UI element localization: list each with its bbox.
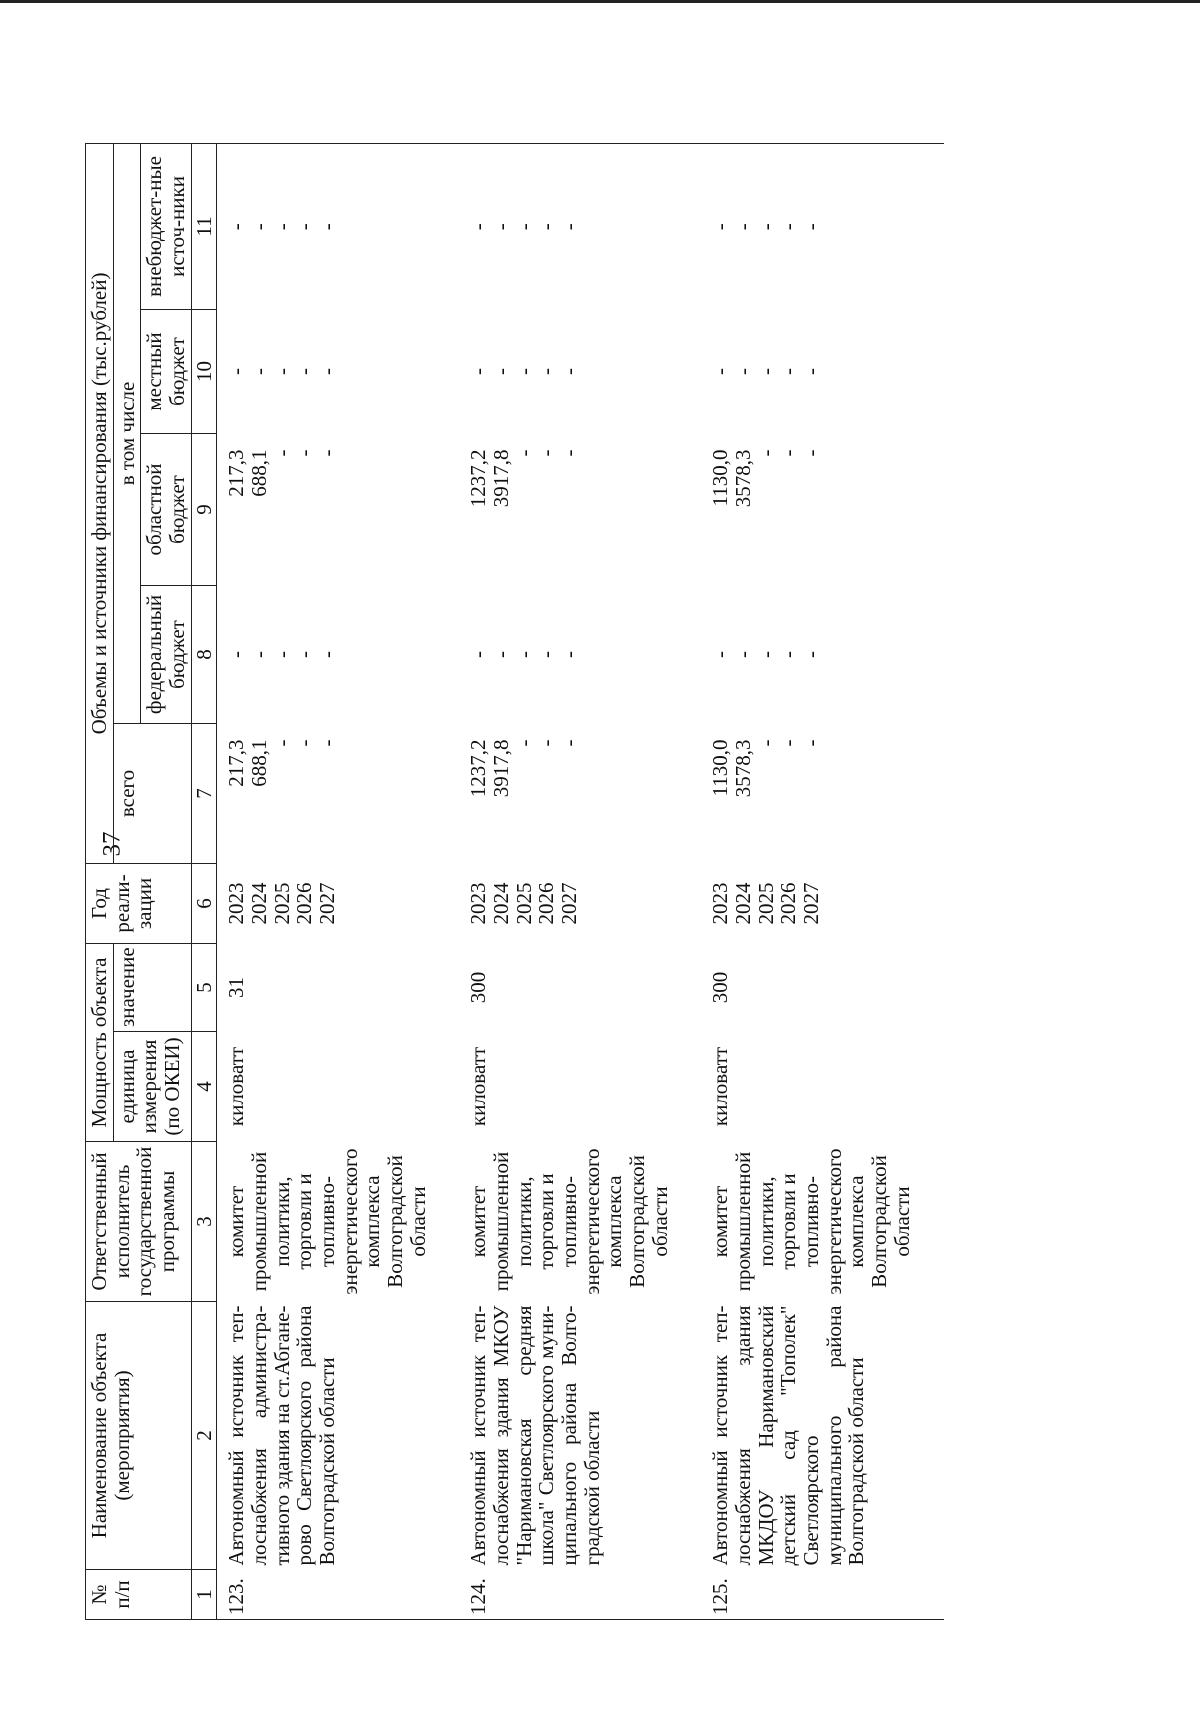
unit-of-measure: киловатт <box>466 1046 491 1127</box>
regional-list <box>459 434 701 586</box>
list-item: - <box>557 449 582 457</box>
list-item: 2024 <box>489 882 514 925</box>
table-row <box>701 143 943 1619</box>
regional-list <box>701 434 943 586</box>
capacity-value: 300 <box>466 971 491 1004</box>
row-number: 124. <box>459 1570 701 1620</box>
list-item: - <box>557 368 582 375</box>
list-item: - <box>292 651 317 658</box>
header-executor: Ответственный исполнитель государственной программы <box>86 1142 192 1302</box>
list-item: - <box>799 368 824 375</box>
capacity-value: 31 <box>224 977 249 998</box>
list-item: - <box>224 223 249 231</box>
list-item: - <box>708 651 733 658</box>
list-item: - <box>776 368 801 375</box>
list-item: 2025 <box>269 882 294 925</box>
responsible-executor: комитет промышленной политики, торговли и топливно-энергетического комплекса Волгоградской области <box>224 1148 430 1295</box>
list-item: - <box>534 651 559 658</box>
list-item: - <box>247 223 272 231</box>
list-item: - <box>269 223 294 231</box>
list-item: - <box>489 651 514 658</box>
header-local: местный бюджет <box>141 310 191 434</box>
list-item: - <box>557 651 582 658</box>
list-item: - <box>511 368 536 375</box>
list-item: - <box>753 651 778 658</box>
list-item: - <box>315 449 340 457</box>
unit-of-measure: киловатт <box>224 1046 249 1127</box>
local-list <box>217 310 460 434</box>
extrabudget-list <box>701 143 943 309</box>
responsible-executor: комитет промышленной политики, торговли и топливно-энергетического комплекса Волгоградской области <box>708 1148 914 1295</box>
list-item: - <box>292 368 317 375</box>
header-year: Год реали-зации <box>86 864 192 944</box>
list-item: 3917,8 <box>489 739 514 798</box>
row-number: 123. <box>217 1570 460 1620</box>
list-item: 2026 <box>534 882 559 925</box>
extrabudget-list <box>459 143 701 309</box>
list-item: 2025 <box>753 882 778 925</box>
list-item: - <box>511 651 536 658</box>
list-item: - <box>534 368 559 375</box>
year-list <box>217 864 460 944</box>
list-item: 2025 <box>511 882 536 925</box>
responsible-executor: комитет промышленной политики, торговли и топливно-энергетического комплекса Волгоградской области <box>466 1148 672 1295</box>
object-name: Автономный источник теп-лоснабжения здания МКДОУ Наримановский детский сад "Тополек" Светлоярского муниципального района Волгоградской области <box>708 1305 869 1566</box>
header-capacity: Мощность объекта <box>86 944 114 1142</box>
list-item: 217,3 <box>224 739 249 787</box>
list-item: - <box>776 223 801 231</box>
list-item: - <box>489 368 514 375</box>
list-item: - <box>534 449 559 457</box>
list-item: - <box>224 651 249 658</box>
header-federal: федеральный бюджет <box>141 586 191 724</box>
total-list <box>701 724 943 864</box>
list-item: 2027 <box>557 882 582 925</box>
list-item: 1130,0 <box>708 449 733 507</box>
list-item: - <box>753 368 778 375</box>
federal-list <box>459 586 701 724</box>
list-item: - <box>776 739 801 747</box>
list-item: - <box>511 739 536 747</box>
header-name: Наименование объекта (мероприятия) <box>86 1302 192 1570</box>
page-number: 37 <box>98 831 126 857</box>
object-name: Автономный источник теп-лоснабжения администра-тивного здания на ст.Абгане-рово Светлоярского района Волгоградской области <box>224 1305 340 1566</box>
column-number: 3 <box>191 1142 217 1302</box>
list-item: - <box>753 739 778 747</box>
federal-list <box>701 586 943 724</box>
list-item: 2023 <box>708 882 733 925</box>
list-item: - <box>799 449 824 457</box>
list-item: 3578,3 <box>731 739 756 798</box>
list-item: - <box>557 739 582 747</box>
rotated-page <box>85 144 1115 1620</box>
investment-objects-table <box>85 143 944 1620</box>
unit-of-measure: киловатт <box>708 1046 733 1127</box>
list-item: 2027 <box>315 882 340 925</box>
header-including: в том числе <box>113 143 141 723</box>
object-name: Автономный источник теп-лоснабжения здания МКОУ "Наримановская средняя школа" Светлоярского муни-ципального района Волго-градской области <box>466 1305 604 1566</box>
list-item: - <box>315 223 340 231</box>
list-item: - <box>292 739 317 747</box>
list-item: - <box>534 739 559 747</box>
list-item: 1237,2 <box>466 449 491 508</box>
header-value: значение <box>113 944 191 1032</box>
list-item: - <box>292 449 317 457</box>
regional-list <box>217 434 460 586</box>
list-item: - <box>292 223 317 231</box>
list-item: - <box>489 223 514 231</box>
header-extrabudget: внебюджет-ные источ-ники <box>141 143 191 309</box>
list-item: 2023 <box>466 882 491 925</box>
list-item: - <box>511 449 536 457</box>
local-list <box>701 310 943 434</box>
header-regional: областной бюджет <box>141 434 191 586</box>
table-body <box>191 143 943 1619</box>
list-item: - <box>269 368 294 375</box>
list-item: - <box>776 651 801 658</box>
column-number: 8 <box>191 586 217 724</box>
list-item: - <box>315 651 340 658</box>
top-border-line <box>0 0 1200 3</box>
federal-list <box>217 586 460 724</box>
list-item: - <box>247 368 272 375</box>
list-item: - <box>466 223 491 231</box>
list-item: - <box>776 449 801 457</box>
list-item: - <box>731 223 756 231</box>
list-item: - <box>799 223 824 231</box>
column-number: 4 <box>191 1032 217 1142</box>
list-item: - <box>708 368 733 375</box>
list-item: 1237,2 <box>466 739 491 798</box>
list-item: - <box>315 739 340 747</box>
column-number: 2 <box>191 1302 217 1570</box>
column-number: 6 <box>191 864 217 944</box>
column-number: 9 <box>191 434 217 586</box>
capacity-value: 300 <box>708 971 733 1004</box>
column-number: 5 <box>191 944 217 1032</box>
list-item: 688,1 <box>247 739 272 787</box>
list-item: 2024 <box>247 882 272 925</box>
list-item: - <box>315 368 340 375</box>
list-item: 2026 <box>292 882 317 925</box>
year-list <box>459 864 701 944</box>
list-item: 2027 <box>799 882 824 925</box>
header-total: всего <box>113 724 191 864</box>
header-funding: Объемы и источники финансирования (тыс.рублей) <box>86 143 114 863</box>
list-item: 2023 <box>224 882 249 925</box>
local-list <box>459 310 701 434</box>
column-number: 10 <box>191 310 217 434</box>
list-item: - <box>269 449 294 457</box>
list-item: 1130,0 <box>708 739 733 797</box>
list-item: - <box>708 223 733 231</box>
list-item: 3917,8 <box>489 449 514 508</box>
list-item: 688,1 <box>247 449 272 497</box>
list-item: - <box>731 651 756 658</box>
list-item: - <box>466 368 491 375</box>
list-item: - <box>269 651 294 658</box>
list-item: - <box>799 739 824 747</box>
table-row <box>217 143 460 1619</box>
column-number: 7 <box>191 724 217 864</box>
list-item: - <box>511 223 536 231</box>
header-unit: единица измерения (по ОКЕИ) <box>113 1032 191 1142</box>
row-number: 125. <box>701 1570 943 1620</box>
list-item: - <box>753 449 778 457</box>
list-item: - <box>753 223 778 231</box>
total-list <box>217 724 460 864</box>
list-item: - <box>224 368 249 375</box>
total-list <box>459 724 701 864</box>
table-header <box>86 143 192 1619</box>
list-item: - <box>731 368 756 375</box>
list-item: - <box>557 223 582 231</box>
list-item: - <box>466 651 491 658</box>
list-item: - <box>269 739 294 747</box>
list-item: 217,3 <box>224 449 249 497</box>
list-item: - <box>247 651 272 658</box>
list-item: 2026 <box>776 882 801 925</box>
column-number-row <box>191 143 217 1619</box>
list-item: 3578,3 <box>731 449 756 508</box>
year-list <box>701 864 943 944</box>
column-number: 1 <box>191 1570 217 1620</box>
list-item: 2024 <box>731 882 756 925</box>
table-row <box>459 143 701 1619</box>
extrabudget-list <box>217 143 460 309</box>
list-item: - <box>799 651 824 658</box>
list-item: - <box>534 223 559 231</box>
header-num: № п/п <box>86 1570 192 1620</box>
column-number: 11 <box>191 143 217 309</box>
